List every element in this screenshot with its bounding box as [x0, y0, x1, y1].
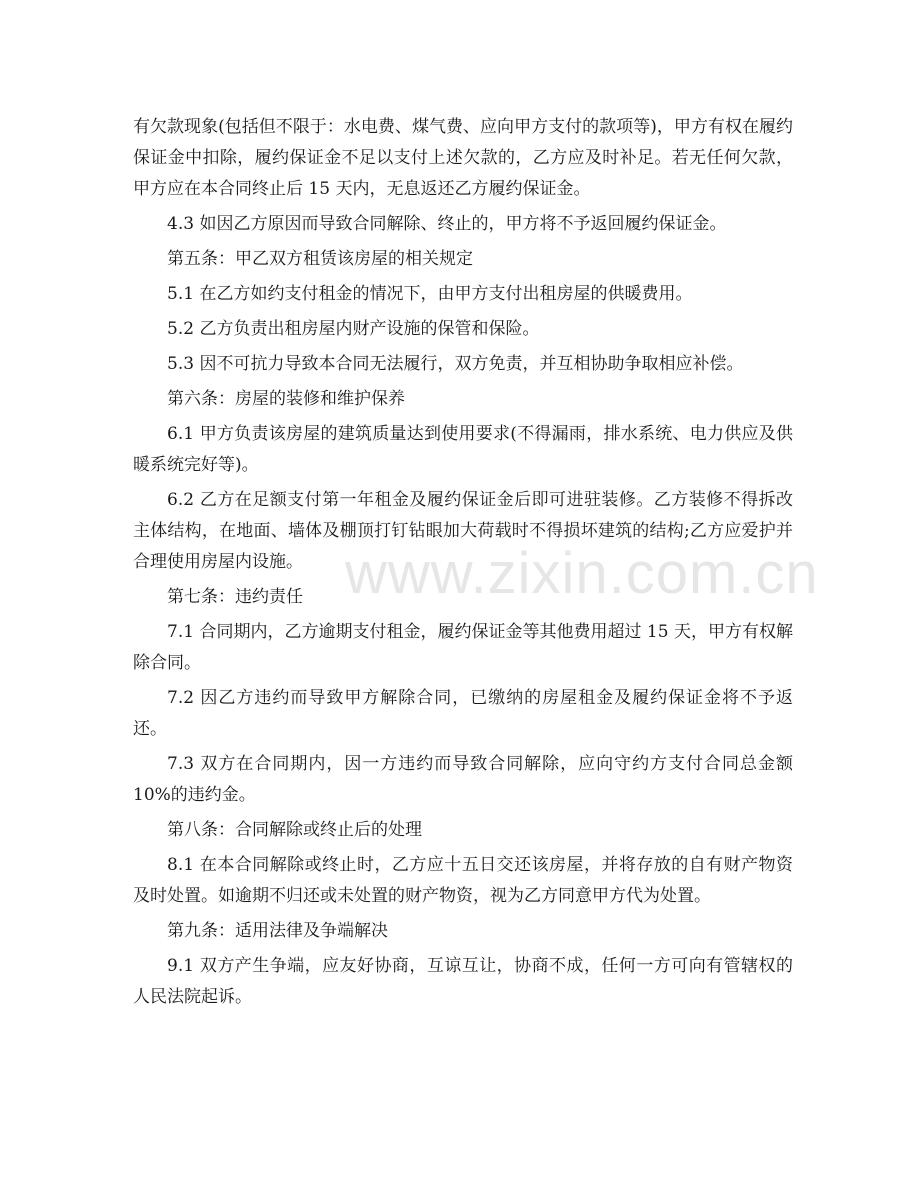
clause-paragraph: 4.3 如因乙方原因而导致合同解除、终止的，甲方将不予返回履约保证金。 [167, 214, 727, 234]
clause-paragraph: 7.2 因乙方违约而导致甲方解除合同，已缴纳的房屋租金及履约保证金将不予返还。 [133, 688, 793, 739]
section-heading: 第八条：合同解除或终止后的处理 [167, 820, 422, 840]
section-heading: 第七条：违约责任 [167, 587, 303, 607]
clause-paragraph: 9.1 双方产生争端，应友好协商，互谅互让，协商不成，任何一方可向有管辖权的人民法院起诉。 [133, 956, 793, 1007]
clause-paragraph: 8.1 在本合同解除或终止时，乙方应十五日交还该房屋，并将存放的自有财产物资及时处置。如逾期不归还或未处置的财产物资，视为乙方同意甲方代为处置。 [133, 855, 793, 906]
clause-paragraph: 7.3 双方在合同期内，因一方违约而导致合同解除，应向守约方支付合同总金额 10%的违约金。 [133, 754, 793, 805]
document-body [133, 112, 793, 1017]
clause-paragraph: 7.1 合同期内，乙方逾期支付租金，履约保证金等其他费用超过 15 天，甲方有权解除合同。 [133, 622, 793, 673]
watermark: www.zixin.com.cn [345, 541, 819, 606]
clause-paragraph: 5.1 在乙方如约支付租金的情况下，由甲方支付出租房屋的供暖费用。 [167, 284, 693, 304]
clause-paragraph: 5.2 乙方负责出租房屋内财产设施的保管和保险。 [167, 319, 540, 339]
section-heading: 第六条：房屋的装修和维护保养 [167, 389, 405, 409]
paragraph: 有欠款现象(包括但不限于：水电费、煤气费、应向甲方支付的款项等)，甲方有权在履约保证金中扣除，履约保证金不足以支付上述欠款的，乙方应及时补足。若无任何欠款，甲方应在本合同终止后 15 天内，无息返还乙方履约保证金。 [133, 117, 793, 199]
clause-paragraph: 6.1 甲方负责该房屋的建筑质量达到使用要求(不得漏雨，排水系统、电力供应及供暖系统完好等)。 [133, 424, 793, 475]
section-heading: 第九条：适用法律及争端解决 [167, 921, 388, 941]
clause-paragraph: 5.3 因不可抗力导致本合同无法履行，双方免责，并互相协助争取相应补偿。 [167, 354, 744, 374]
section-heading: 第五条：甲乙双方租赁该房屋的相关规定 [167, 249, 473, 269]
clause-paragraph: 6.2 乙方在足额支付第一年租金及履约保证金后即可进驻装修。乙方装修不得拆改主体结构，在地面、墙体及棚顶打钉钻眼加大荷载时不得损坏建筑的结构;乙方应爱护并合理使用房屋内设施。 [133, 490, 793, 572]
